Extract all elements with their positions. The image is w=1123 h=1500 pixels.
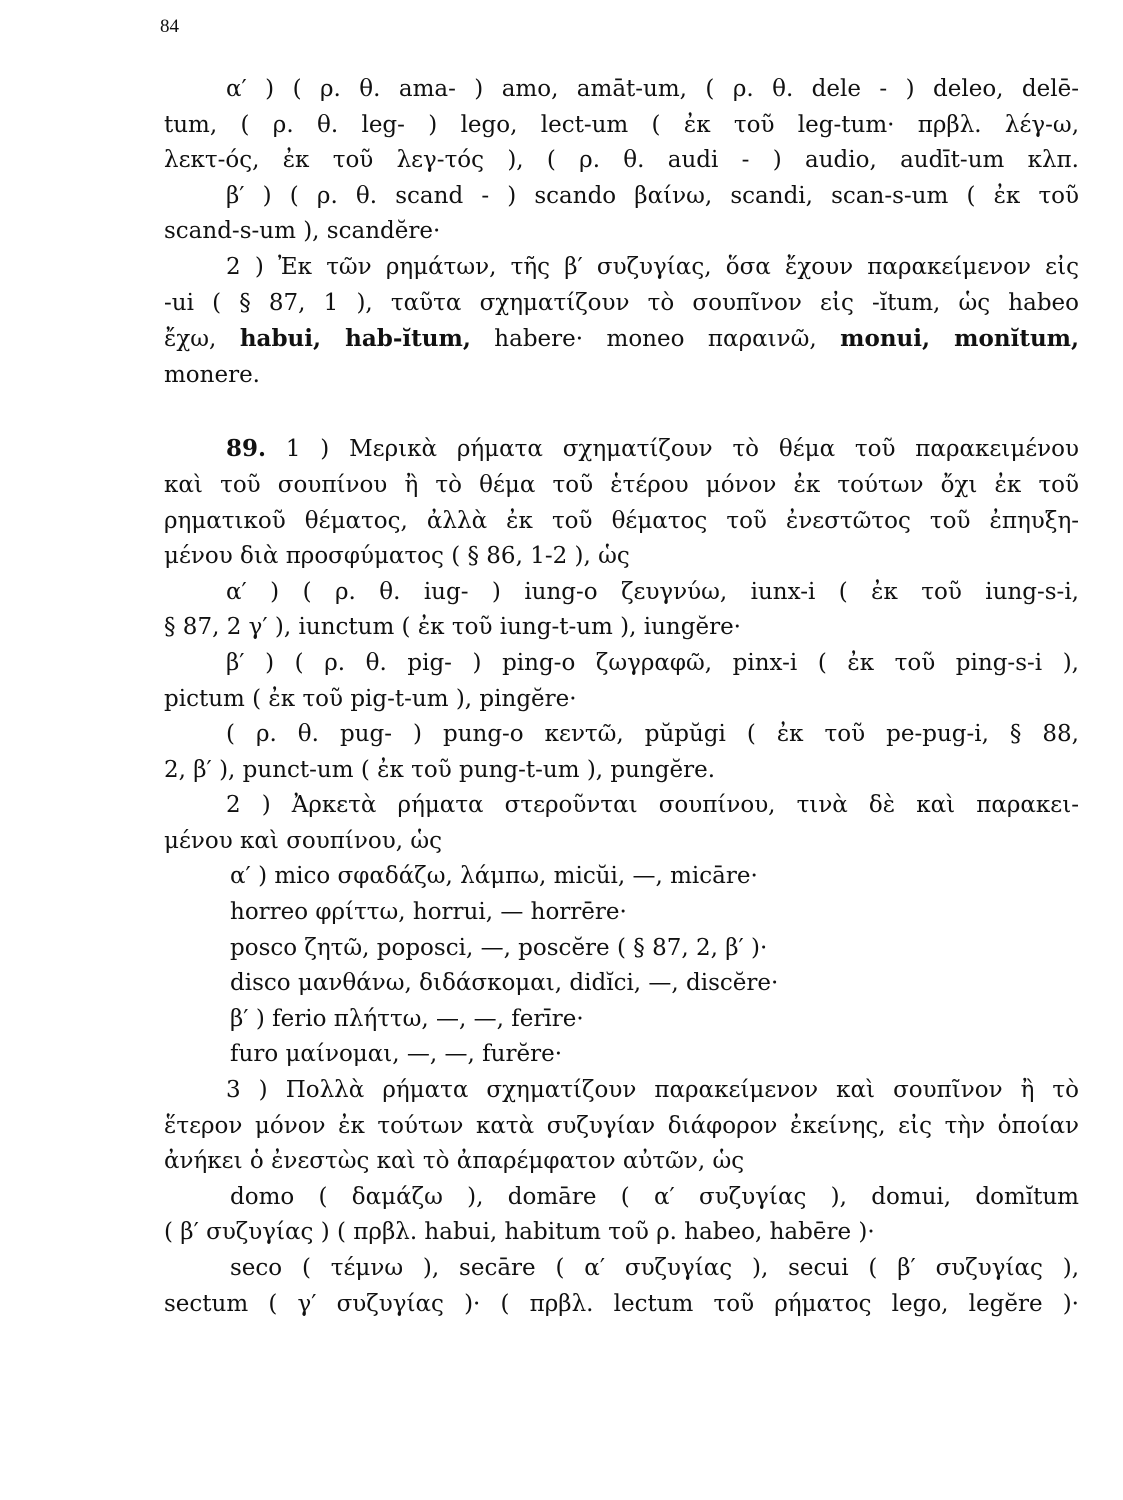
- bold-text: habui, hab-ĭtum,: [239, 325, 471, 353]
- line-text: furo μαίνομαι, —, —, furĕre·: [230, 1041, 563, 1068]
- line-text: tum, ( ρ. θ. leg- ) lego, lect-um ( ἐκ τοῦ leg-tum· πρβλ. λέγ-ω,: [164, 111, 1079, 138]
- line-text: α′ ) ( ρ. θ. ama- ) amo, amāt-um, ( ρ. θ. dele - ) deleo, delē-: [226, 76, 1079, 102]
- line-text: ρηματικοῦ θέματος, ἀλλὰ ἐκ τοῦ θέματος τοῦ ἐνεστῶτος τοῦ ἐπηυξη-: [164, 507, 1079, 534]
- paragraph-gap: [164, 393, 1079, 431]
- line-text: § 87, 2 γ′ ), iunctum ( ἐκ τοῦ iung-t-um ), iungĕre·: [164, 614, 741, 641]
- text-line: [164, 72, 1079, 108]
- line-text: ἕτερον μόνον ἐκ τούτων κατὰ συζυγίαν διάφορον ἐκείνης, εἰς τὴν ὁποίαν: [164, 1112, 1079, 1139]
- text-line: [164, 1251, 1079, 1287]
- line-text: posco ζητῶ, poposci, —, poscĕre ( § 87, 2, β′ )·: [230, 934, 768, 961]
- line-text: scand-s-um ), scandĕre·: [164, 218, 441, 245]
- line-text: 2 ) Ἐκ τῶν ρημάτων, τῆς β′ συζυγίας, ὅσα ἔχουν παρακείμενον εἰς: [226, 253, 1079, 280]
- line-text: α′ ) mico σφαδάζω, λάμπω, micŭi, —, micāre·: [230, 863, 758, 890]
- text-line: [164, 504, 1079, 540]
- text-line: [164, 824, 1079, 860]
- line-text: ( β′ συζυγίας ) ( πρβλ. habui, habitum τοῦ ρ. habeo, habēre )·: [164, 1219, 875, 1246]
- text-line: [164, 966, 1079, 1002]
- text-line: [164, 286, 1079, 322]
- line-text: ἀνήκει ὁ ἐνεστὼς καὶ τὸ ἀπαρέμφατον αὐτῶν, ὡς: [164, 1148, 745, 1175]
- line-text: pictum ( ἐκ τοῦ pig-t-um ), pingĕre·: [164, 685, 577, 712]
- text-line: [164, 1002, 1079, 1038]
- text-line: [164, 321, 1079, 358]
- text-line: [164, 214, 1079, 250]
- text-line: [164, 431, 1079, 468]
- line-text: 2 ) Ἀρκετὰ ρήματα στεροῦνται σουπίνου, τινὰ δὲ καὶ παρακει-: [226, 792, 1079, 819]
- line-text: β′ ) ( ρ. θ. pig- ) ping-o ζωγραφῶ, pinx-i ( ἐκ τοῦ ping-s-i ),: [226, 649, 1079, 676]
- bold-text: 89.: [226, 435, 267, 463]
- text-line: [164, 859, 1079, 895]
- line-text: ( ρ. θ. pug- ) pung-o κεντῶ, pŭpŭgi ( ἐκ τοῦ pe-pug-i, § 88,: [226, 721, 1079, 748]
- line-text: β′ ) ( ρ. θ. scand - ) scando βαίνω, scandi, scan-s-um ( ἐκ τοῦ: [226, 182, 1079, 209]
- text-line: [164, 895, 1079, 931]
- text-line: [164, 250, 1079, 286]
- text-line: [164, 179, 1079, 215]
- line-text: 1 ) Μερικὰ ρήματα σχηματίζουν τὸ θέμα τοῦ παρακειμένου: [266, 436, 1079, 463]
- line-text: habere· moneo παραινῶ,: [470, 326, 841, 353]
- text-line: [164, 646, 1079, 682]
- text-line: [164, 539, 1079, 575]
- line-text: ἔχω,: [164, 326, 240, 353]
- text-line: [164, 1037, 1079, 1073]
- text-line: [164, 1215, 1079, 1251]
- text-line: [164, 1109, 1079, 1145]
- line-text: 3 ) Πολλὰ ρήματα σχηματίζουν παρακείμενον καὶ σουπῖνον ἢ τὸ: [226, 1077, 1079, 1104]
- text-line: [164, 753, 1079, 789]
- text-line: [164, 358, 1079, 394]
- line-text: disco μανθάνω, διδάσκομαι, didĭci, —, discĕre·: [230, 970, 779, 997]
- text-line: [164, 1287, 1079, 1323]
- line-text: monere.: [164, 361, 260, 388]
- text-line: [164, 931, 1079, 967]
- text-line: [164, 108, 1079, 144]
- text-line: [164, 575, 1079, 611]
- line-text: seco ( τέμνω ), secāre ( α′ συζυγίας ), secui ( β′ συζυγίας ),: [230, 1255, 1079, 1281]
- bold-text: monui, monĭtum,: [840, 325, 1080, 353]
- line-text: horreo φρίττω, horrui, — horrēre·: [230, 899, 627, 926]
- text-line: [164, 610, 1079, 646]
- text-line: [164, 143, 1079, 179]
- page-body-text: [164, 72, 1079, 1322]
- text-line: [164, 682, 1079, 718]
- line-text: domo ( δαμάζω ), domāre ( α′ συζυγίας ), domui, domĭtum: [230, 1183, 1079, 1210]
- text-line: [164, 717, 1079, 753]
- line-text: λεκτ-ός, ἐκ τοῦ λεγ-τός ), ( ρ. θ. audi - ) audio, audīt-um κλπ.: [164, 147, 1079, 174]
- line-text: μένου διὰ προσφύματος ( § 86, 1-2 ), ὡς: [164, 543, 630, 570]
- page-number: 84: [160, 16, 179, 37]
- text-line: [164, 468, 1079, 504]
- text-line: [164, 788, 1079, 824]
- line-text: sectum ( γ′ συζυγίας )· ( πρβλ. lectum τοῦ ρήματος lego, legĕre )·: [164, 1290, 1079, 1317]
- line-text: β′ ) ferio πλήττω, —, —, ferīre·: [230, 1005, 584, 1032]
- line-text: καὶ τοῦ σουπίνου ἢ τὸ θέμα τοῦ ἑτέρου μόνον ἐκ τούτων ὄχι ἐκ τοῦ: [164, 471, 1079, 498]
- line-text: μένου καὶ σουπίνου, ὡς: [164, 827, 442, 854]
- text-line: [164, 1144, 1079, 1180]
- line-text: 2, β′ ), punct-um ( ἐκ τοῦ pung-t-um ), pungĕre.: [164, 756, 716, 783]
- text-line: [164, 1073, 1079, 1109]
- line-text: -ui ( § 87, 1 ), ταῦτα σχηματίζουν τὸ σουπῖνον εἰς -ĭtum, ὡς habeo: [164, 289, 1079, 316]
- text-line: [164, 1180, 1079, 1216]
- line-text: α′ ) ( ρ. θ. iug- ) iung-o ζευγνύω, iunx-i ( ἐκ τοῦ iung-s-i,: [226, 578, 1079, 605]
